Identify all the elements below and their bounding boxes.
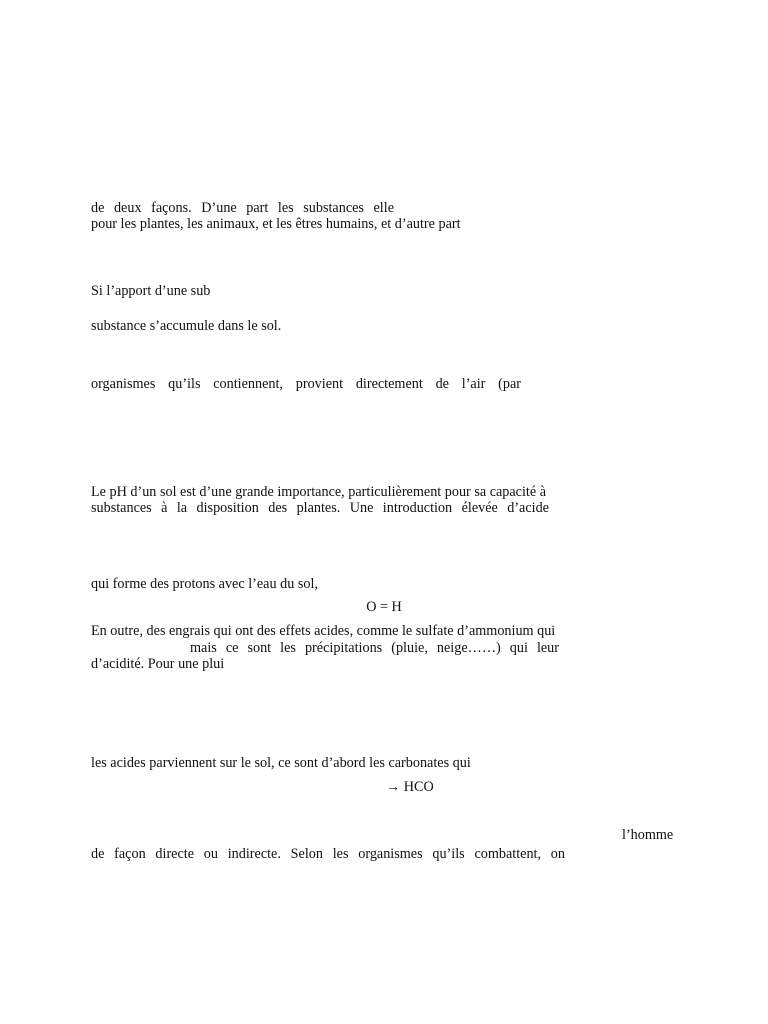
text-line-7: substances à la disposition des plantes. Une introduction élevée d’acide bbox=[91, 500, 549, 516]
text-line-5: organismes qu’ils contiennent, provient directement de l’air (par bbox=[91, 376, 521, 392]
text-line-11: d’acidité. Pour une plui bbox=[91, 656, 225, 672]
text-line-1: de deux façons. D’une part les substances elle bbox=[91, 200, 394, 216]
text-line-13: l’homme bbox=[622, 827, 674, 843]
text-line-10: mais ce sont les précipitations (pluie, neige……) qui leur bbox=[190, 640, 559, 656]
text-line-4: substance s’accumule dans le sol. bbox=[91, 318, 282, 334]
text-line-9: En outre, des engrais qui ont des effets acides, comme le sulfate d’ammonium qui bbox=[91, 623, 556, 639]
text-line-6: Le pH d’un sol est d’une grande importance, particulièrement pour sa capacité à bbox=[91, 484, 546, 500]
text-line-8: qui forme des protons avec l’eau du sol, bbox=[91, 576, 318, 592]
text-line-12: les acides parviennent sur le sol, ce sont d’abord les carbonates qui bbox=[91, 755, 471, 771]
text-line-14: de façon directe ou indirecte. Selon les organismes qu’ils combattent, on bbox=[91, 846, 565, 862]
equation-line-2: → HCO bbox=[386, 779, 434, 795]
text-line-3: Si l’apport d’une sub bbox=[91, 283, 211, 299]
equation-line-1: O = H bbox=[366, 599, 402, 615]
text-line-2: pour les plantes, les animaux, et les êtres humains, et d’autre part bbox=[91, 216, 461, 232]
